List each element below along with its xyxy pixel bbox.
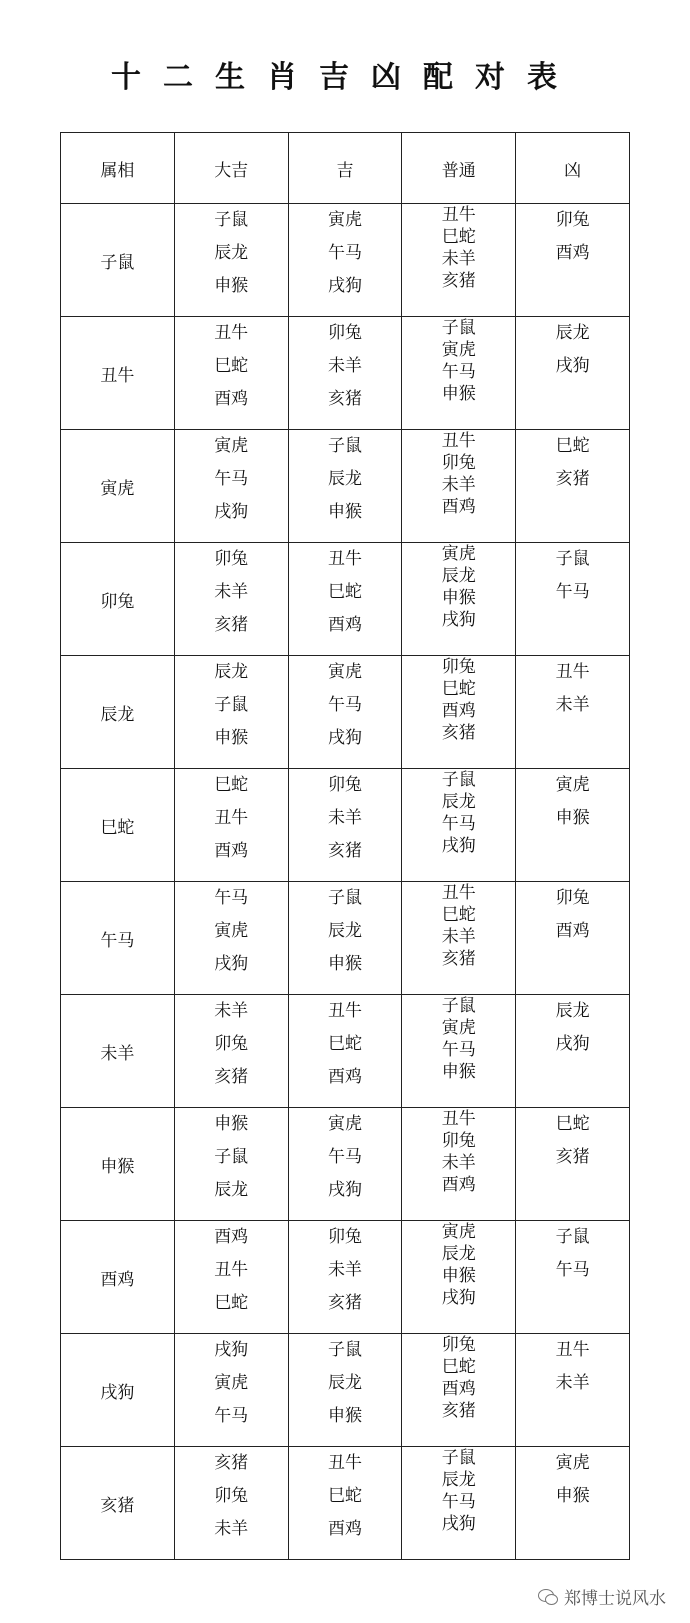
xiong-cell bbox=[516, 769, 630, 882]
putong-cell bbox=[402, 1334, 516, 1447]
daji-list bbox=[175, 882, 288, 994]
zodiac-entry: 子鼠 bbox=[441, 1448, 476, 1468]
table-row bbox=[61, 430, 630, 543]
ji-cell bbox=[288, 1447, 402, 1560]
zodiac-entry: 未羊 bbox=[555, 1373, 590, 1393]
zodiac-entry: 卯兔 bbox=[327, 323, 362, 343]
zodiac-entry: 戌狗 bbox=[214, 1340, 249, 1360]
ji-list bbox=[289, 1108, 402, 1220]
zodiac-entry: 未羊 bbox=[441, 475, 476, 495]
zodiac-entry: 申猴 bbox=[441, 384, 476, 404]
daji-list bbox=[175, 430, 288, 542]
zodiac-entry: 申猴 bbox=[327, 954, 362, 974]
ji-list bbox=[289, 656, 402, 768]
ji-cell bbox=[288, 204, 402, 317]
zodiac-entry: 酉鸡 bbox=[214, 841, 249, 861]
putong-cell bbox=[402, 769, 516, 882]
xiong-list bbox=[516, 204, 629, 316]
zodiac-entry: 辰龙 bbox=[441, 566, 476, 586]
zodiac-entry: 卯兔 bbox=[327, 775, 362, 795]
zodiac-entry: 子鼠 bbox=[555, 1227, 590, 1247]
daji-cell bbox=[174, 769, 288, 882]
table-row bbox=[61, 995, 630, 1108]
zodiac-entry: 子鼠 bbox=[214, 695, 249, 715]
zodiac-entry: 亥猪 bbox=[327, 1293, 362, 1313]
daji-list bbox=[175, 204, 288, 316]
zodiac-entry: 亥猪 bbox=[441, 271, 476, 291]
zodiac-entry: 戌狗 bbox=[214, 954, 249, 974]
putong-list bbox=[402, 1221, 515, 1333]
putong-cell bbox=[402, 204, 516, 317]
zodiac-entry: 亥猪 bbox=[214, 615, 249, 635]
zodiac-entry: 丑牛 bbox=[441, 431, 476, 451]
table-row bbox=[61, 1221, 630, 1334]
daji-list bbox=[175, 769, 288, 881]
ji-cell bbox=[288, 1221, 402, 1334]
zodiac-entry: 寅虎 bbox=[214, 1373, 249, 1393]
zodiac-entry: 巳蛇 bbox=[214, 775, 249, 795]
putong-list bbox=[402, 543, 515, 655]
zodiac-entry: 亥猪 bbox=[214, 1453, 249, 1473]
xiong-list bbox=[516, 430, 629, 542]
zodiac-entry: 丑牛 bbox=[214, 323, 249, 343]
ji-list bbox=[289, 769, 402, 881]
zodiac-entry: 未羊 bbox=[327, 808, 362, 828]
zodiac-entry: 酉鸡 bbox=[327, 615, 362, 635]
xiong-cell bbox=[516, 995, 630, 1108]
zodiac-entry: 酉鸡 bbox=[214, 389, 249, 409]
zodiac-entry: 辰龙 bbox=[441, 1470, 476, 1490]
zodiac-entry: 午马 bbox=[327, 1147, 362, 1167]
zodiac-entry: 午马 bbox=[441, 1492, 476, 1512]
xiong-list bbox=[516, 1221, 629, 1333]
header-xiong: 凶 bbox=[516, 133, 630, 204]
zodiac-entry: 子鼠 bbox=[214, 210, 249, 230]
zodiac-entry: 巳蛇 bbox=[441, 227, 476, 247]
zodiac-entry: 酉鸡 bbox=[327, 1067, 362, 1087]
xiong-cell bbox=[516, 1334, 630, 1447]
zodiac-entry: 戌狗 bbox=[441, 1288, 476, 1308]
xiong-list bbox=[516, 769, 629, 881]
sign-cell: 丑牛 bbox=[61, 317, 175, 430]
zodiac-entry: 亥猪 bbox=[555, 1147, 590, 1167]
sign-cell: 亥猪 bbox=[61, 1447, 175, 1560]
zodiac-entry: 酉鸡 bbox=[441, 497, 476, 517]
zodiac-entry: 未羊 bbox=[327, 1260, 362, 1280]
zodiac-entry: 寅虎 bbox=[214, 436, 249, 456]
zodiac-entry: 未羊 bbox=[214, 1001, 249, 1021]
xiong-cell bbox=[516, 1447, 630, 1560]
zodiac-entry: 丑牛 bbox=[327, 1001, 362, 1021]
table-row bbox=[61, 656, 630, 769]
ji-cell bbox=[288, 1334, 402, 1447]
zodiac-entry: 卯兔 bbox=[555, 888, 590, 908]
zodiac-entry: 辰龙 bbox=[555, 323, 590, 343]
zodiac-entry: 巳蛇 bbox=[555, 436, 590, 456]
zodiac-entry: 卯兔 bbox=[214, 549, 249, 569]
zodiac-entry: 辰龙 bbox=[441, 1244, 476, 1264]
zodiac-entry: 未羊 bbox=[441, 927, 476, 947]
xiong-cell bbox=[516, 430, 630, 543]
ji-cell bbox=[288, 656, 402, 769]
zodiac-entry: 巳蛇 bbox=[441, 905, 476, 925]
zodiac-entry: 申猴 bbox=[441, 1062, 476, 1082]
zodiac-entry: 午马 bbox=[214, 1406, 249, 1426]
zodiac-entry: 巳蛇 bbox=[214, 356, 249, 376]
ji-cell bbox=[288, 995, 402, 1108]
xiong-list bbox=[516, 1447, 629, 1559]
zodiac-entry: 子鼠 bbox=[555, 549, 590, 569]
table-row bbox=[61, 1447, 630, 1560]
putong-cell bbox=[402, 430, 516, 543]
zodiac-entry: 午马 bbox=[214, 888, 249, 908]
xiong-list bbox=[516, 995, 629, 1107]
daji-cell bbox=[174, 882, 288, 995]
daji-list bbox=[175, 1334, 288, 1446]
ji-list bbox=[289, 882, 402, 994]
zodiac-entry: 卯兔 bbox=[214, 1034, 249, 1054]
table-row bbox=[61, 317, 630, 430]
zodiac-entry: 子鼠 bbox=[441, 996, 476, 1016]
putong-list bbox=[402, 1108, 515, 1220]
zodiac-entry: 戌狗 bbox=[327, 276, 362, 296]
zodiac-entry: 巳蛇 bbox=[441, 679, 476, 699]
zodiac-entry: 酉鸡 bbox=[214, 1227, 249, 1247]
zodiac-entry: 未羊 bbox=[214, 582, 249, 602]
zodiac-entry: 寅虎 bbox=[441, 1018, 476, 1038]
sign-cell: 未羊 bbox=[61, 995, 175, 1108]
zodiac-entry: 申猴 bbox=[327, 1406, 362, 1426]
zodiac-entry: 辰龙 bbox=[214, 662, 249, 682]
zodiac-entry: 卯兔 bbox=[441, 453, 476, 473]
zodiac-entry: 午马 bbox=[555, 582, 590, 602]
ji-list bbox=[289, 204, 402, 316]
ji-list bbox=[289, 543, 402, 655]
ji-list bbox=[289, 1221, 402, 1333]
zodiac-entry: 戌狗 bbox=[555, 1034, 590, 1054]
xiong-cell bbox=[516, 543, 630, 656]
sign-cell: 子鼠 bbox=[61, 204, 175, 317]
zodiac-entry: 午马 bbox=[441, 814, 476, 834]
page-title: 十二生肖吉凶配对表 bbox=[111, 60, 579, 95]
zodiac-entry: 戌狗 bbox=[441, 610, 476, 630]
zodiac-entry: 巳蛇 bbox=[555, 1114, 590, 1134]
zodiac-entry: 寅虎 bbox=[327, 662, 362, 682]
zodiac-entry: 子鼠 bbox=[327, 888, 362, 908]
zodiac-entry: 辰龙 bbox=[555, 1001, 590, 1021]
zodiac-entry: 巳蛇 bbox=[327, 1486, 362, 1506]
zodiac-entry: 辰龙 bbox=[214, 243, 249, 263]
zodiac-entry: 午马 bbox=[555, 1260, 590, 1280]
sign-cell: 申猴 bbox=[61, 1108, 175, 1221]
zodiac-entry: 亥猪 bbox=[441, 1401, 476, 1421]
zodiac-entry: 午马 bbox=[214, 469, 249, 489]
zodiac-entry: 午马 bbox=[441, 362, 476, 382]
table-row bbox=[61, 204, 630, 317]
daji-cell bbox=[174, 204, 288, 317]
zodiac-entry: 戌狗 bbox=[327, 1180, 362, 1200]
sign-cell: 寅虎 bbox=[61, 430, 175, 543]
zodiac-entry: 辰龙 bbox=[327, 921, 362, 941]
zodiac-entry: 亥猪 bbox=[327, 841, 362, 861]
zodiac-entry: 丑牛 bbox=[214, 808, 249, 828]
putong-list bbox=[402, 995, 515, 1107]
putong-list bbox=[402, 317, 515, 429]
zodiac-entry: 丑牛 bbox=[214, 1260, 249, 1280]
xiong-cell bbox=[516, 1221, 630, 1334]
zodiac-entry: 酉鸡 bbox=[555, 243, 590, 263]
zodiac-entry: 申猴 bbox=[327, 502, 362, 522]
table-row bbox=[61, 1334, 630, 1447]
table-body bbox=[61, 204, 630, 1560]
putong-list bbox=[402, 656, 515, 768]
zodiac-entry: 未羊 bbox=[327, 356, 362, 376]
zodiac-entry: 辰龙 bbox=[327, 469, 362, 489]
zodiac-entry: 丑牛 bbox=[555, 662, 590, 682]
zodiac-entry: 申猴 bbox=[555, 808, 590, 828]
putong-list bbox=[402, 769, 515, 881]
zodiac-entry: 未羊 bbox=[441, 1153, 476, 1173]
zodiac-entry: 酉鸡 bbox=[441, 1175, 476, 1195]
zodiac-entry: 亥猪 bbox=[441, 723, 476, 743]
zodiac-entry: 酉鸡 bbox=[441, 701, 476, 721]
zodiac-entry: 巳蛇 bbox=[214, 1293, 249, 1313]
header-ji: 吉 bbox=[288, 133, 402, 204]
zodiac-entry: 午马 bbox=[327, 695, 362, 715]
ji-cell bbox=[288, 882, 402, 995]
zodiac-entry: 寅虎 bbox=[555, 775, 590, 795]
zodiac-entry: 子鼠 bbox=[441, 770, 476, 790]
ji-list bbox=[289, 317, 402, 429]
zodiac-entry: 亥猪 bbox=[555, 469, 590, 489]
putong-cell bbox=[402, 1447, 516, 1560]
daji-cell bbox=[174, 317, 288, 430]
zodiac-entry: 未羊 bbox=[555, 695, 590, 715]
xiong-list bbox=[516, 1334, 629, 1446]
xiong-list bbox=[516, 656, 629, 768]
xiong-list bbox=[516, 543, 629, 655]
watermark-text: 郑博士说风水 bbox=[564, 1589, 666, 1609]
xiong-list bbox=[516, 1108, 629, 1220]
zodiac-entry: 寅虎 bbox=[214, 921, 249, 941]
zodiac-entry: 卯兔 bbox=[441, 657, 476, 677]
zodiac-entry: 戌狗 bbox=[555, 356, 590, 376]
zodiac-entry: 卯兔 bbox=[441, 1335, 476, 1355]
putong-cell bbox=[402, 995, 516, 1108]
daji-list bbox=[175, 1447, 288, 1559]
zodiac-entry: 卯兔 bbox=[555, 210, 590, 230]
zodiac-entry: 辰龙 bbox=[214, 1180, 249, 1200]
ji-list bbox=[289, 430, 402, 542]
table-row bbox=[61, 769, 630, 882]
zodiac-entry: 子鼠 bbox=[441, 318, 476, 338]
zodiac-entry: 子鼠 bbox=[327, 436, 362, 456]
zodiac-entry: 戌狗 bbox=[327, 728, 362, 748]
ji-cell bbox=[288, 543, 402, 656]
zodiac-pairing-table bbox=[60, 132, 630, 1560]
daji-cell bbox=[174, 543, 288, 656]
zodiac-entry: 寅虎 bbox=[441, 544, 476, 564]
putong-cell bbox=[402, 656, 516, 769]
zodiac-entry: 申猴 bbox=[555, 1486, 590, 1506]
wechat-icon bbox=[538, 1589, 558, 1605]
zodiac-entry: 寅虎 bbox=[441, 340, 476, 360]
zodiac-entry: 未羊 bbox=[441, 249, 476, 269]
xiong-cell bbox=[516, 656, 630, 769]
zodiac-entry: 午马 bbox=[441, 1040, 476, 1060]
zodiac-entry: 丑牛 bbox=[441, 883, 476, 903]
daji-list bbox=[175, 317, 288, 429]
zodiac-entry: 午马 bbox=[327, 243, 362, 263]
zodiac-entry: 丑牛 bbox=[441, 1109, 476, 1129]
zodiac-entry: 丑牛 bbox=[327, 549, 362, 569]
putong-list bbox=[402, 430, 515, 542]
zodiac-entry: 卯兔 bbox=[441, 1131, 476, 1151]
zodiac-entry: 申猴 bbox=[214, 728, 249, 748]
sign-cell: 戌狗 bbox=[61, 1334, 175, 1447]
zodiac-entry: 申猴 bbox=[441, 588, 476, 608]
zodiac-entry: 丑牛 bbox=[441, 205, 476, 225]
zodiac-entry: 申猴 bbox=[441, 1266, 476, 1286]
zodiac-entry: 卯兔 bbox=[327, 1227, 362, 1247]
sign-cell: 午马 bbox=[61, 882, 175, 995]
zodiac-entry: 酉鸡 bbox=[441, 1379, 476, 1399]
putong-cell bbox=[402, 882, 516, 995]
zodiac-entry: 亥猪 bbox=[327, 389, 362, 409]
header-putong: 普通 bbox=[402, 133, 516, 204]
daji-cell bbox=[174, 430, 288, 543]
zodiac-entry: 巳蛇 bbox=[327, 582, 362, 602]
table-row bbox=[61, 543, 630, 656]
ji-list bbox=[289, 1447, 402, 1559]
ji-cell bbox=[288, 430, 402, 543]
table-row bbox=[61, 1108, 630, 1221]
daji-cell bbox=[174, 1447, 288, 1560]
xiong-cell bbox=[516, 882, 630, 995]
ji-list bbox=[289, 995, 402, 1107]
zodiac-entry: 戌狗 bbox=[441, 1514, 476, 1534]
putong-list bbox=[402, 1447, 515, 1559]
xiong-cell bbox=[516, 1108, 630, 1221]
putong-cell bbox=[402, 1221, 516, 1334]
daji-list bbox=[175, 543, 288, 655]
daji-list bbox=[175, 995, 288, 1107]
xiong-cell bbox=[516, 204, 630, 317]
watermark bbox=[538, 1584, 666, 1609]
zodiac-entry: 巳蛇 bbox=[327, 1034, 362, 1054]
sign-cell: 辰龙 bbox=[61, 656, 175, 769]
daji-cell bbox=[174, 1221, 288, 1334]
sign-cell: 巳蛇 bbox=[61, 769, 175, 882]
daji-cell bbox=[174, 1108, 288, 1221]
daji-cell bbox=[174, 995, 288, 1108]
zodiac-entry: 辰龙 bbox=[441, 792, 476, 812]
zodiac-entry: 巳蛇 bbox=[441, 1357, 476, 1377]
xiong-list bbox=[516, 317, 629, 429]
zodiac-entry: 丑牛 bbox=[327, 1453, 362, 1473]
daji-cell bbox=[174, 1334, 288, 1447]
putong-list bbox=[402, 1334, 515, 1446]
putong-list bbox=[402, 204, 515, 316]
zodiac-entry: 申猴 bbox=[214, 1114, 249, 1134]
xiong-cell bbox=[516, 317, 630, 430]
zodiac-entry: 酉鸡 bbox=[555, 921, 590, 941]
zodiac-entry: 申猴 bbox=[214, 276, 249, 296]
header-daji: 大吉 bbox=[174, 133, 288, 204]
sign-cell: 酉鸡 bbox=[61, 1221, 175, 1334]
zodiac-entry: 寅虎 bbox=[327, 1114, 362, 1134]
daji-list bbox=[175, 1221, 288, 1333]
ji-cell bbox=[288, 317, 402, 430]
daji-cell bbox=[174, 656, 288, 769]
zodiac-entry: 寅虎 bbox=[327, 210, 362, 230]
zodiac-entry: 辰龙 bbox=[327, 1373, 362, 1393]
putong-cell bbox=[402, 543, 516, 656]
putong-list bbox=[402, 882, 515, 994]
zodiac-entry: 寅虎 bbox=[555, 1453, 590, 1473]
zodiac-entry: 未羊 bbox=[214, 1519, 249, 1539]
ji-list bbox=[289, 1334, 402, 1446]
zodiac-entry: 亥猪 bbox=[441, 949, 476, 969]
zodiac-entry: 亥猪 bbox=[214, 1067, 249, 1087]
xiong-list bbox=[516, 882, 629, 994]
zodiac-entry: 寅虎 bbox=[441, 1222, 476, 1242]
header-row bbox=[61, 133, 630, 204]
sign-cell: 卯兔 bbox=[61, 543, 175, 656]
zodiac-entry: 卯兔 bbox=[214, 1486, 249, 1506]
zodiac-entry: 戌狗 bbox=[441, 836, 476, 856]
zodiac-entry: 子鼠 bbox=[327, 1340, 362, 1360]
zodiac-entry: 酉鸡 bbox=[327, 1519, 362, 1539]
ji-cell bbox=[288, 769, 402, 882]
header-sign: 属相 bbox=[61, 133, 175, 204]
zodiac-entry: 丑牛 bbox=[555, 1340, 590, 1360]
putong-cell bbox=[402, 317, 516, 430]
zodiac-entry: 戌狗 bbox=[214, 502, 249, 522]
daji-list bbox=[175, 656, 288, 768]
table-row bbox=[61, 882, 630, 995]
zodiac-entry: 子鼠 bbox=[214, 1147, 249, 1167]
daji-list bbox=[175, 1108, 288, 1220]
putong-cell bbox=[402, 1108, 516, 1221]
ji-cell bbox=[288, 1108, 402, 1221]
